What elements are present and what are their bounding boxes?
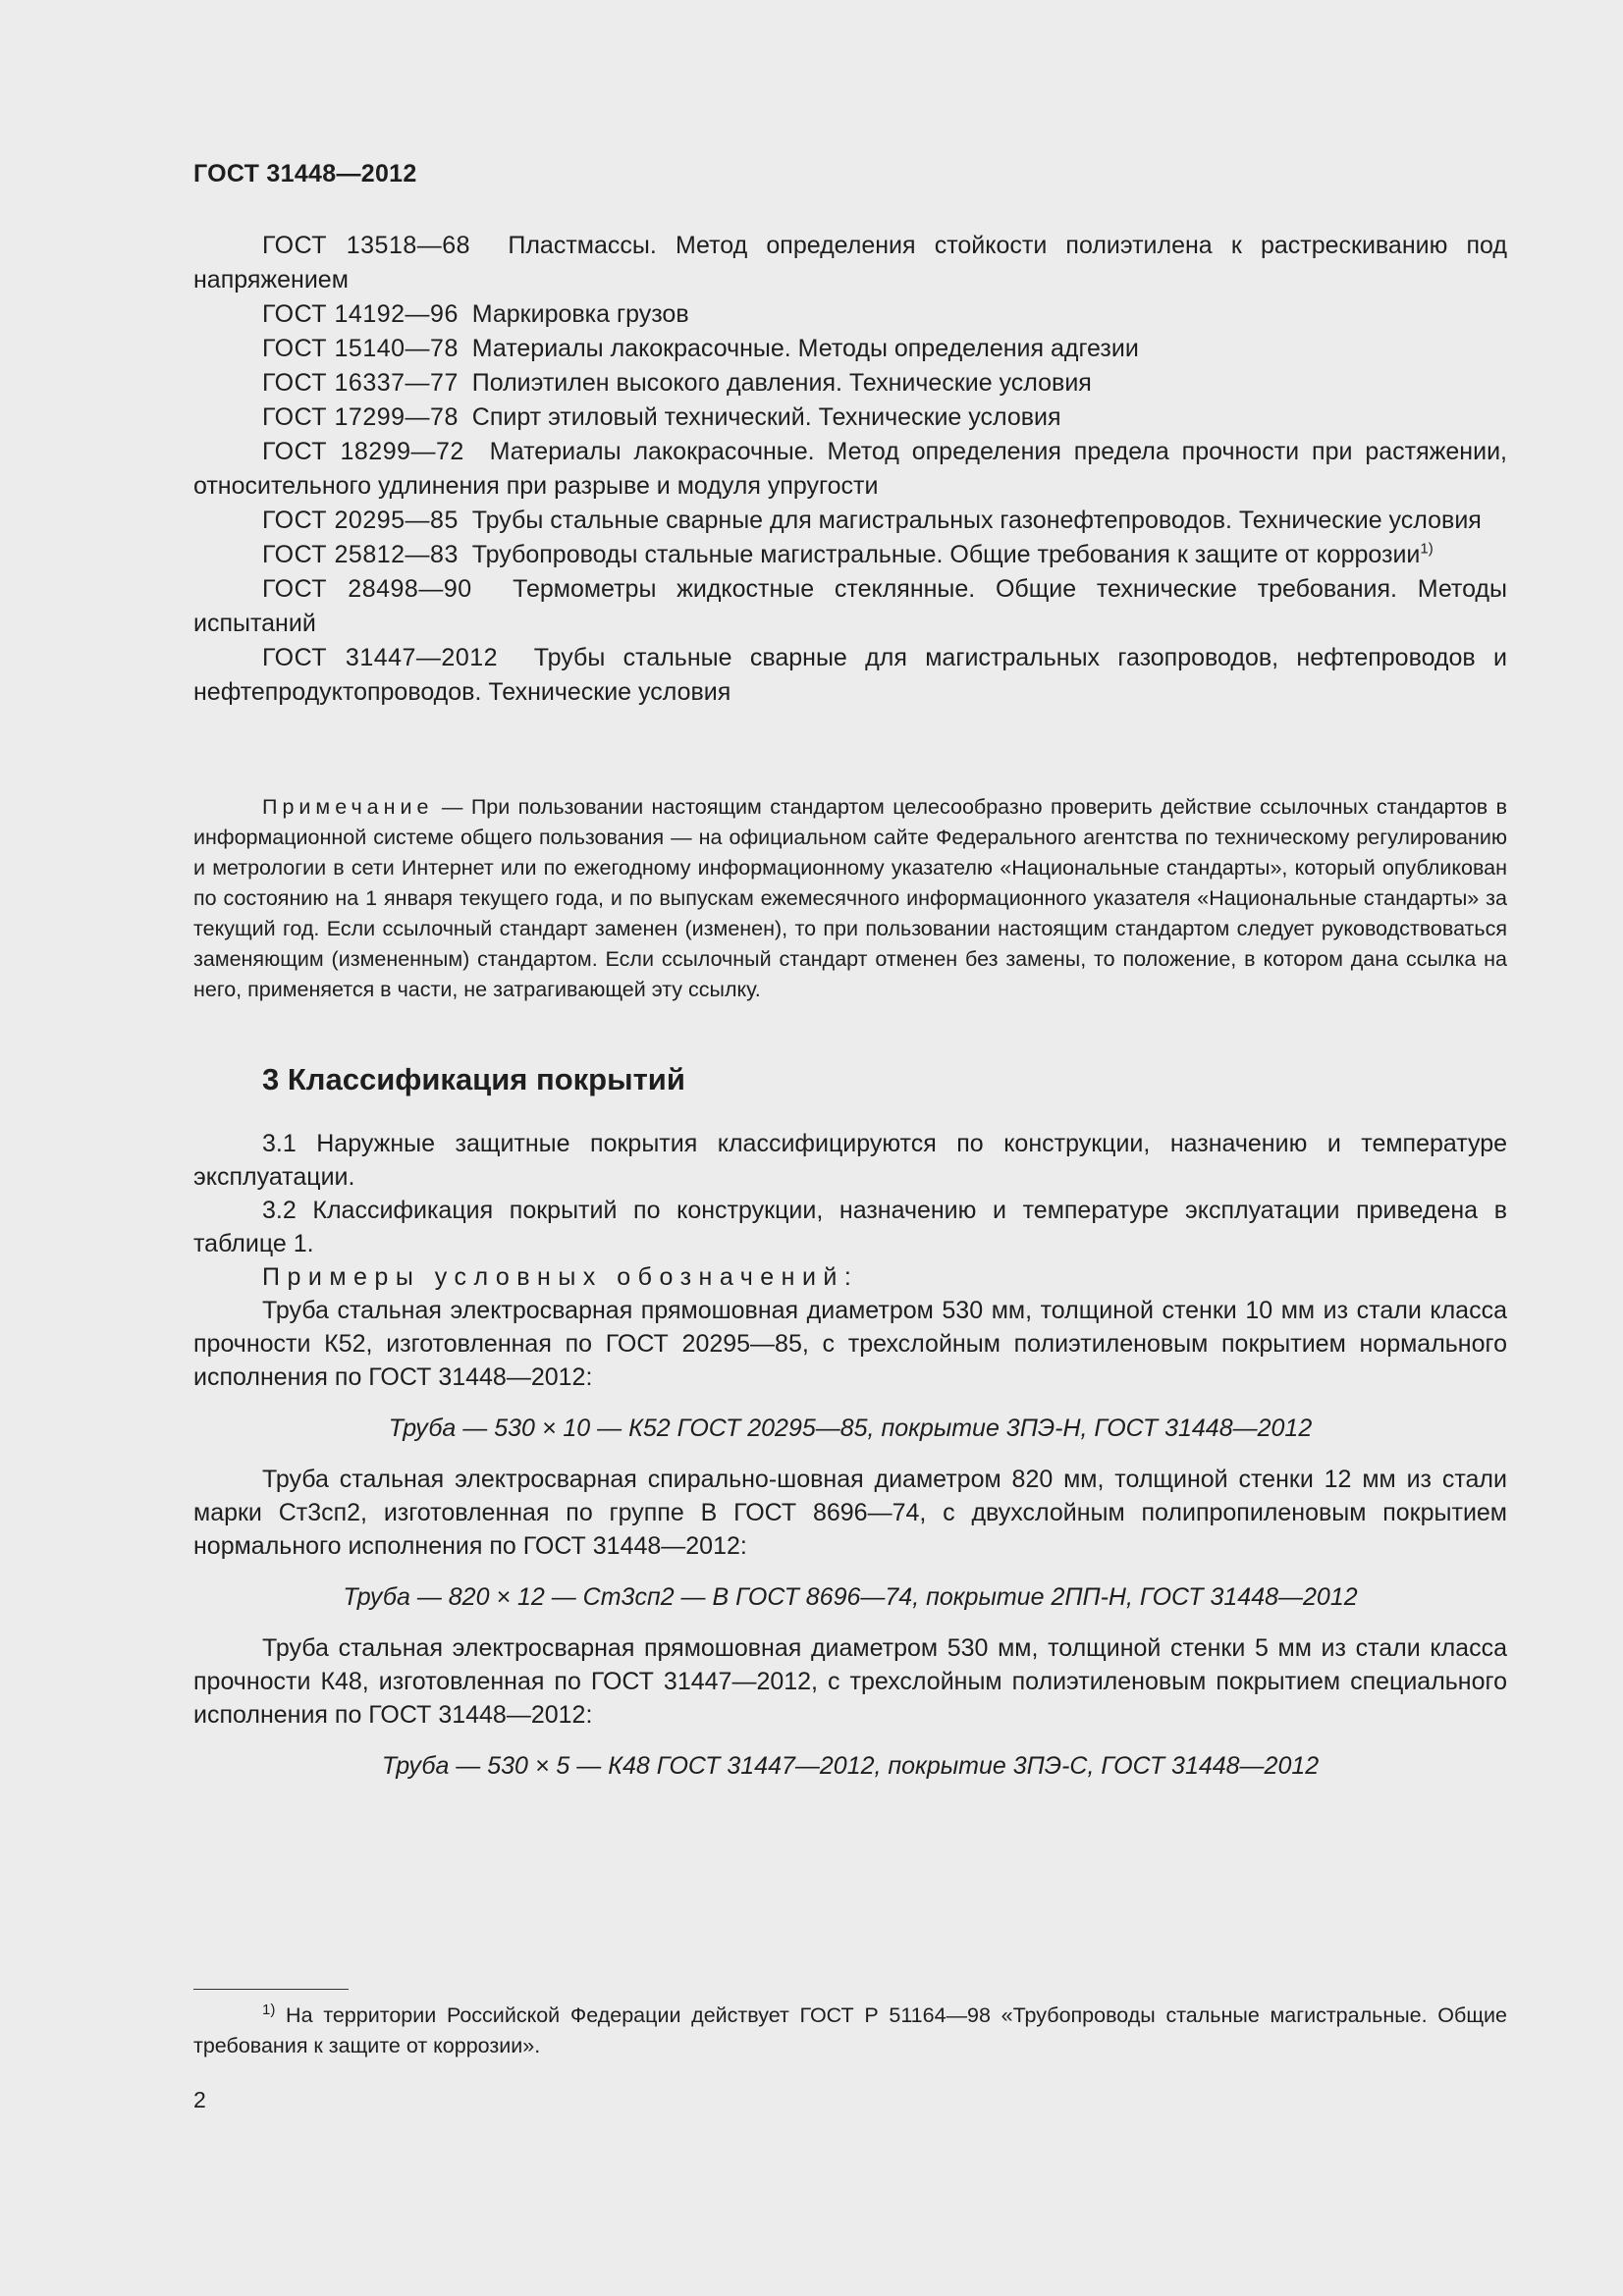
reference-item: ГОСТ 13518—68 Пластмассы. Метод определения стойкости полиэтилена к растрескиванию под напряжением: [193, 232, 1507, 294]
examples-heading: Примеры условных обозначений:: [262, 1263, 859, 1291]
footnote-text: На территории Российской Федерации действует ГОСТ Р 51164—98 «Трубопроводы стальные магистральные. Общие требования к защите от коррозии».: [193, 2003, 1507, 2057]
page-number: 2: [193, 2087, 206, 2112]
reference-item: ГОСТ 31447—2012 Трубы стальные сварные для магистральных газопроводов, нефтепроводов и нефтепродуктопроводов. Технические условия: [193, 644, 1508, 706]
normative-references: [193, 229, 1507, 710]
reference-item: ГОСТ 18299—72 Материалы лакокрасочные. Метод определения предела прочности при растяжении, относительного удлинения при разрыве и модуля упругости: [193, 438, 1507, 500]
reference-item: ГОСТ 17299—78 Спирт этиловый технический. Технические условия: [262, 403, 1061, 431]
example-1-text: Труба стальная электросварная прямошовная диаметром 530 мм, толщиной стенки 10 мм из стали класса прочности К52, изготовленная по ГОСТ 20295—85, с трехслойным полиэтиленовым покрытием нормального исполнения по ГОСТ 31448—2012:: [193, 1297, 1507, 1391]
document-header: ГОСТ 31448—2012: [193, 160, 417, 187]
reference-item: ГОСТ 20295—85 Трубы стальные сварные для магистральных газонефтепроводов. Технические условия: [262, 507, 1482, 534]
footnote: [193, 2001, 1507, 2061]
example-2-text: Труба стальная электросварная спирально-шовная диаметром 820 мм, толщиной стенки 12 мм из стали марки Ст3сп2, изготовленная по группе В ГОСТ 8696—74, с двухслойным полипропиленовым покрытием нормального исполнения по ГОСТ 31448—2012:: [193, 1466, 1507, 1560]
footnote-divider: [193, 1989, 349, 1990]
section-title: 3 Классификация покрытий: [262, 1062, 685, 1096]
paragraph-3-1: 3.1 Наружные защитные покрытия классифицируются по конструкции, назначению и температуре эксплуатации.: [193, 1130, 1507, 1191]
paragraph-3-2: 3.2 Классификация покрытий по конструкции, назначению и температуре эксплуатации приведена в таблице 1.: [193, 1197, 1507, 1257]
reference-item: ГОСТ 15140—78 Материалы лакокрасочные. Методы определения адгезии: [262, 335, 1139, 362]
references-note: [193, 792, 1507, 1005]
reference-item: ГОСТ 16337—77 Полиэтилен высокого давления. Технические условия: [262, 369, 1092, 397]
reference-item: ГОСТ 14192—96 Маркировка грузов: [262, 300, 689, 328]
note-label: Примечание: [262, 795, 434, 819]
reference-item: ГОСТ 25812—83 Трубопроводы стальные магистральные. Общие требования к защите от коррозии$^{1)}$: [262, 540, 1434, 568]
example-1-formula: Труба — 530 × 10 — К52 ГОСТ 20295—85, покрытие 3ПЭ-Н, ГОСТ 31448—2012: [388, 1415, 1313, 1442]
footnote-marker: 1): [262, 2001, 276, 2018]
note-text: — При пользовании настоящим стандартом целесообразно проверить действие ссылочных стандартов в информационной системе общего пользования — на официальном сайте Федерального агентства по техническому регулированию и метрологии в сети Интернет или по ежегодному информационному указателю «Национальные стандарты», который опубликован по состоянию на 1 января текущего года, и по выпускам ежемесячного информационного указателя «Национальные стандарты» за текущий год. Если ссылочный стандарт заменен (изменен), то при пользовании настоящим стандартом следует руководствоваться заменяющим (измененным) стандартом. Если ссылочный стандарт отменен без замены, то положение, в котором дана ссылка на него, применяется в части, не затрагивающей эту ссылку.: [193, 795, 1508, 1001]
section-body: [193, 1127, 1507, 1800]
reference-item: ГОСТ 28498—90 Термометры жидкостные стеклянные. Общие технические требования. Методы испытаний: [193, 575, 1507, 637]
example-3-formula: Труба — 530 × 5 — К48 ГОСТ 31447—2012, покрытие 3ПЭ-С, ГОСТ 31448—2012: [381, 1752, 1320, 1780]
footnote-ref: 1): [1420, 540, 1434, 558]
example-3-text: Труба стальная электросварная прямошовная диаметром 530 мм, толщиной стенки 5 мм из стали класса прочности К48, изготовленная по ГОСТ 31447—2012, с трехслойным полиэтиленовым покрытием специального исполнения по ГОСТ 31448—2012:: [193, 1634, 1507, 1729]
example-2-formula: Труба — 820 × 12 — Ст3сп2 — В ГОСТ 8696—74, покрытие 2ПП-Н, ГОСТ 31448—2012: [343, 1583, 1358, 1611]
